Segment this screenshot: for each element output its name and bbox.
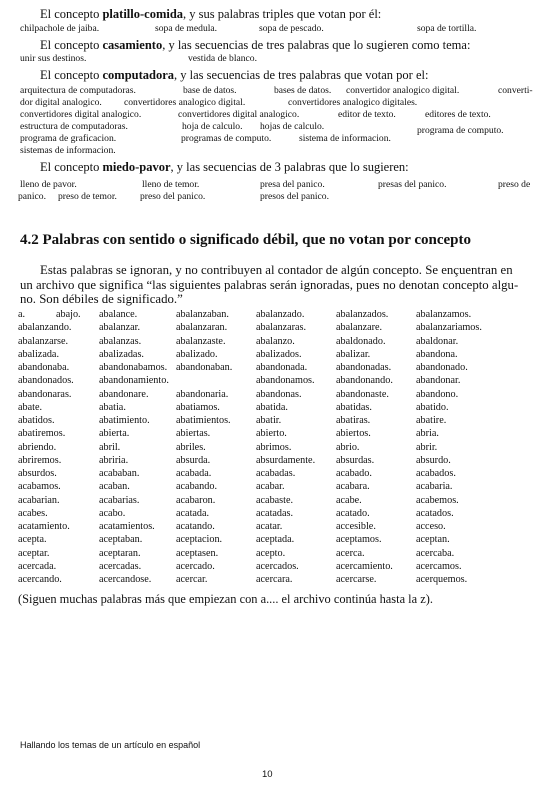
stopword: acabamos. bbox=[18, 481, 61, 493]
concept-words-row bbox=[20, 23, 540, 35]
word-triple: converti- bbox=[498, 85, 533, 96]
concept-words-row bbox=[20, 109, 540, 121]
word-triple: hojas de calculo. bbox=[260, 121, 325, 132]
concept-keyword: platillo-comida bbox=[102, 7, 184, 21]
stopword: abatido. bbox=[416, 401, 449, 413]
stopword: abandono. bbox=[416, 388, 459, 400]
stopword: acabada. bbox=[176, 468, 212, 479]
word-triple: base de datos. bbox=[183, 85, 237, 96]
stopword: acercamiento. bbox=[336, 560, 393, 572]
stopword: abatida. bbox=[256, 401, 288, 413]
stopword: abandonare. bbox=[99, 388, 149, 400]
stopword: abalance. bbox=[99, 309, 138, 320]
stopword: aceptasen. bbox=[176, 547, 219, 559]
word-triple: presos del panico. bbox=[260, 191, 330, 202]
stopword: acabemos. bbox=[416, 494, 459, 506]
intro-line: Estas palabras se ignoran, y no contribuyen al contador de algún concepto. Se ençuentran en bbox=[40, 263, 513, 277]
concept-keyword: casamiento bbox=[102, 38, 163, 52]
stopword: abandonadas. bbox=[336, 362, 392, 373]
concept-words-row bbox=[20, 121, 540, 136]
stopword: abatidos. bbox=[18, 415, 55, 426]
stopword: aceptaran. bbox=[99, 547, 141, 559]
stopword: abandonaras. bbox=[18, 388, 72, 400]
stopword: abrir. bbox=[416, 441, 438, 453]
stopword: acatado. bbox=[336, 507, 370, 519]
word-triple: programas de computo. bbox=[181, 133, 272, 144]
stopword: absurdo. bbox=[416, 454, 451, 466]
stopword: acercados. bbox=[256, 560, 299, 572]
word-triple: preso de bbox=[498, 179, 531, 190]
concept-words-row bbox=[20, 85, 542, 97]
intro-line: un archivo que significa “las siguientes palabras serán ignoradas, pues no denotan concepto algu- bbox=[20, 278, 519, 292]
concept-heading-computadora bbox=[40, 68, 428, 82]
stopword: abandonaste. bbox=[336, 388, 389, 400]
stopword: abalanzar. bbox=[99, 322, 141, 334]
concept-keyword: miedo-pavor bbox=[102, 160, 171, 174]
word-triple: programa de graficacion. bbox=[20, 133, 117, 144]
stopword: aceptamos. bbox=[336, 534, 382, 546]
stopword: acercaba. bbox=[416, 547, 455, 559]
word-triple: bases de datos. bbox=[274, 85, 332, 96]
concept-pre: El concepto bbox=[40, 160, 103, 174]
word-triple: presa del panico. bbox=[260, 179, 325, 190]
concept-words-row bbox=[20, 97, 540, 109]
concept-pre: El concepto bbox=[40, 7, 103, 21]
word-triple: arquitectura de computadoras. bbox=[20, 85, 136, 96]
word-triple: convertidores digital analogico. bbox=[178, 109, 300, 120]
stopword: acceso. bbox=[416, 521, 446, 532]
stopword: abriremos. bbox=[18, 454, 62, 466]
stopword: abandona. bbox=[416, 348, 458, 360]
intro-line: no. Son débiles de significado.” bbox=[20, 292, 183, 306]
concept-heading-platillo bbox=[40, 7, 381, 21]
stopword: aceptaban. bbox=[99, 534, 143, 546]
concept-heading-miedo-pavor bbox=[40, 160, 409, 174]
stopword: abril. bbox=[99, 441, 121, 453]
stopword: acabara. bbox=[336, 481, 370, 493]
stopword: acatar. bbox=[256, 521, 283, 532]
word-triple: sistemas de informacion. bbox=[20, 145, 116, 156]
stopword: acabaste. bbox=[256, 494, 294, 506]
word-triple: presas del panico. bbox=[378, 179, 447, 190]
stopword: abriles. bbox=[176, 441, 206, 453]
word-triple: editores de texto. bbox=[425, 109, 491, 120]
word-triple: lleno de pavor. bbox=[20, 179, 77, 190]
stopword: acabados. bbox=[416, 468, 456, 479]
stopword: acabando. bbox=[176, 481, 218, 493]
stopword: abatidas. bbox=[336, 401, 372, 413]
stopword: abandonamos. bbox=[256, 375, 315, 387]
stopword: abandonaria. bbox=[176, 388, 229, 400]
stopword: abalizada. bbox=[18, 348, 60, 360]
stopword: acercar. bbox=[176, 574, 208, 585]
concept-post: , y las secuencias de tres palabras que votan por el: bbox=[174, 68, 429, 82]
stopword: acercara. bbox=[256, 574, 293, 585]
word-triple: vestida de blanco. bbox=[188, 53, 257, 64]
stopword: aceptada. bbox=[256, 534, 295, 546]
word-triple: preso del panico. bbox=[140, 191, 206, 202]
stopword: acercando. bbox=[18, 574, 62, 585]
stopword: accesible. bbox=[336, 521, 376, 532]
stopword: abatimiento. bbox=[99, 415, 150, 426]
stopword: abalanzare. bbox=[336, 322, 383, 334]
stopword: acatada. bbox=[176, 507, 210, 519]
stopword: abandonados. bbox=[18, 375, 74, 387]
word-triple: convertidores digital analogico. bbox=[20, 109, 142, 120]
stopword: acabarian. bbox=[18, 494, 60, 506]
page-number: 10 bbox=[262, 769, 273, 780]
stopword: abandonamiento. bbox=[99, 375, 169, 387]
stopword: abate. bbox=[18, 401, 43, 413]
stopword: abalizados. bbox=[256, 348, 302, 360]
stopword: acatamiento. bbox=[18, 521, 70, 532]
stopword: abatiremos. bbox=[18, 428, 66, 440]
stopword: abalizado. bbox=[176, 348, 218, 360]
section-heading: 4.2 Palabras con sentido o significado débil, que no votan por concepto bbox=[20, 232, 472, 248]
stopword: abalanzaban. bbox=[176, 309, 229, 320]
stopword: acabarias. bbox=[99, 494, 140, 506]
stopword: acatados. bbox=[416, 507, 454, 519]
running-footer: Hallando los temas de un artículo en español bbox=[20, 740, 201, 750]
concept-post: , y las secuencias de tres palabras que lo sugieren como tema: bbox=[162, 38, 471, 52]
stopword: abandonaban. bbox=[176, 362, 233, 373]
concept-pre: El concepto bbox=[40, 68, 103, 82]
stopword: abandonar. bbox=[416, 375, 461, 387]
stopword: acabaria. bbox=[416, 481, 453, 493]
stopword: abalanzados. bbox=[336, 309, 389, 320]
stopword: abiertas. bbox=[176, 428, 211, 440]
stopword: abatir. bbox=[256, 415, 282, 426]
stopword: abandonas. bbox=[256, 388, 302, 400]
word-triple: sopa de tortilla. bbox=[417, 23, 477, 34]
concept-words-row bbox=[20, 179, 540, 191]
stopword: abandonando. bbox=[336, 375, 393, 387]
stopword: acercadas. bbox=[99, 560, 142, 572]
stopword: acabaron. bbox=[176, 494, 216, 506]
stopword: acatando. bbox=[176, 521, 215, 532]
stopword: abalizar. bbox=[336, 348, 371, 360]
stopword: aceptar. bbox=[18, 547, 50, 559]
stopword: abalanzaste. bbox=[176, 335, 226, 347]
stopword: abalanzamos. bbox=[416, 309, 472, 320]
stopword: abatiamos. bbox=[176, 401, 220, 413]
stopword: abatia. bbox=[99, 401, 126, 413]
stopword: abandonada. bbox=[256, 362, 308, 373]
stopword: abandonabamos. bbox=[99, 362, 168, 373]
stopword: abrimos. bbox=[256, 441, 292, 453]
stopword: acercandose. bbox=[99, 574, 152, 585]
stopword: abalanzarse. bbox=[18, 335, 69, 347]
stopword: acercarse. bbox=[336, 574, 377, 585]
concept-words-row bbox=[20, 145, 540, 157]
stopword: acepta. bbox=[18, 534, 47, 546]
word-triple: convertidores analogico digitales. bbox=[288, 97, 418, 108]
stopword: abriendo. bbox=[18, 441, 57, 453]
stopword: abatire. bbox=[416, 415, 447, 426]
word-triple: editor de texto. bbox=[338, 109, 396, 120]
stopword: acabado. bbox=[336, 468, 372, 479]
concept-post: , y sus palabras triples que votan por él: bbox=[183, 7, 382, 21]
word-triple: lleno de temor. bbox=[142, 179, 200, 190]
stopword: acatamientos. bbox=[99, 521, 155, 532]
stopword: absurdos. bbox=[18, 468, 57, 479]
stopword: acerquemos. bbox=[416, 574, 468, 585]
concept-post: , y las secuencias de 3 palabras que lo sugieren: bbox=[170, 160, 409, 174]
word-triple: convertidores analogico digital. bbox=[124, 97, 246, 108]
concept-words-row bbox=[18, 191, 538, 203]
stopword: aceptan. bbox=[416, 534, 450, 546]
stopword: abierta. bbox=[99, 428, 130, 440]
stopword: abatiras. bbox=[336, 415, 371, 426]
stopword: a. bbox=[18, 309, 26, 320]
concept-keyword: computadora bbox=[102, 68, 175, 82]
stopword: abalanzaran. bbox=[176, 322, 228, 334]
stopword: acabe. bbox=[336, 494, 362, 506]
word-triple: estructura de computadoras. bbox=[20, 121, 128, 132]
word-triple: chilpachole de jaiba. bbox=[20, 23, 100, 34]
word-triple: sopa de pescado. bbox=[259, 23, 324, 34]
stopword: absurdamente. bbox=[256, 454, 316, 466]
stopword: acabar. bbox=[256, 481, 285, 493]
word-triple: programa de computo. bbox=[417, 125, 504, 136]
stopword: abaldonado. bbox=[336, 335, 386, 347]
stopword: abierto. bbox=[256, 428, 287, 440]
concept-words-row bbox=[20, 133, 540, 145]
word-triple: sistema de informacion. bbox=[299, 133, 391, 144]
stopword: abalanzas. bbox=[99, 335, 142, 347]
stopword: acepto. bbox=[256, 547, 286, 559]
concept-heading-casamiento bbox=[40, 38, 470, 52]
stopword: acaban. bbox=[99, 481, 130, 493]
word-triple: preso de temor. bbox=[58, 191, 117, 202]
stopword: abalanzariamos. bbox=[416, 322, 482, 334]
stopword: absurdas. bbox=[336, 454, 375, 466]
stopword: abandonaba. bbox=[18, 362, 70, 373]
stopword: abalanzado. bbox=[256, 309, 305, 320]
stopword: abria. bbox=[416, 428, 439, 440]
stopword: aceptacion. bbox=[176, 534, 223, 546]
stopword: abriria. bbox=[99, 454, 129, 466]
stopword: acercamos. bbox=[416, 560, 462, 572]
word-triple: sopa de medula. bbox=[155, 23, 218, 34]
stopword: acabo. bbox=[99, 507, 126, 519]
stopword: abandonado. bbox=[416, 362, 468, 373]
stopword: abaldonar. bbox=[416, 335, 459, 347]
concept-words-row bbox=[20, 53, 540, 65]
word-triple: hoja de calculo. bbox=[182, 121, 243, 132]
stopword: acercado. bbox=[176, 560, 215, 572]
word-triple: panico. bbox=[18, 191, 46, 202]
continuation-note: (Siguen muchas palabras más que empiezan con a.... el archivo continúa hasta la z). bbox=[18, 592, 433, 606]
stopword: acerca. bbox=[336, 547, 365, 559]
stopword: absurda. bbox=[176, 454, 211, 466]
stopword: abalanzaras. bbox=[256, 322, 307, 334]
stopword: abalizadas. bbox=[99, 348, 144, 360]
stopword: abrio. bbox=[336, 441, 360, 453]
stopword: abalanzando. bbox=[18, 322, 72, 334]
stopword: abiertos. bbox=[336, 428, 371, 440]
word-triple: dor digital analogico. bbox=[20, 97, 102, 108]
word-triple: unir sus destinos. bbox=[20, 53, 87, 64]
stopword: abatimientos. bbox=[176, 415, 231, 426]
stopword: abalanzo. bbox=[256, 335, 295, 347]
concept-pre: El concepto bbox=[40, 38, 103, 52]
stopword: acercada. bbox=[18, 560, 57, 572]
stopword: acabadas. bbox=[256, 468, 296, 479]
word-triple: convertidor analogico digital. bbox=[346, 85, 460, 96]
stopword: acatadas. bbox=[256, 507, 294, 519]
stopword: acababan. bbox=[99, 468, 140, 479]
stopword: abajo. bbox=[56, 309, 81, 320]
stopword: acabes. bbox=[18, 507, 48, 519]
